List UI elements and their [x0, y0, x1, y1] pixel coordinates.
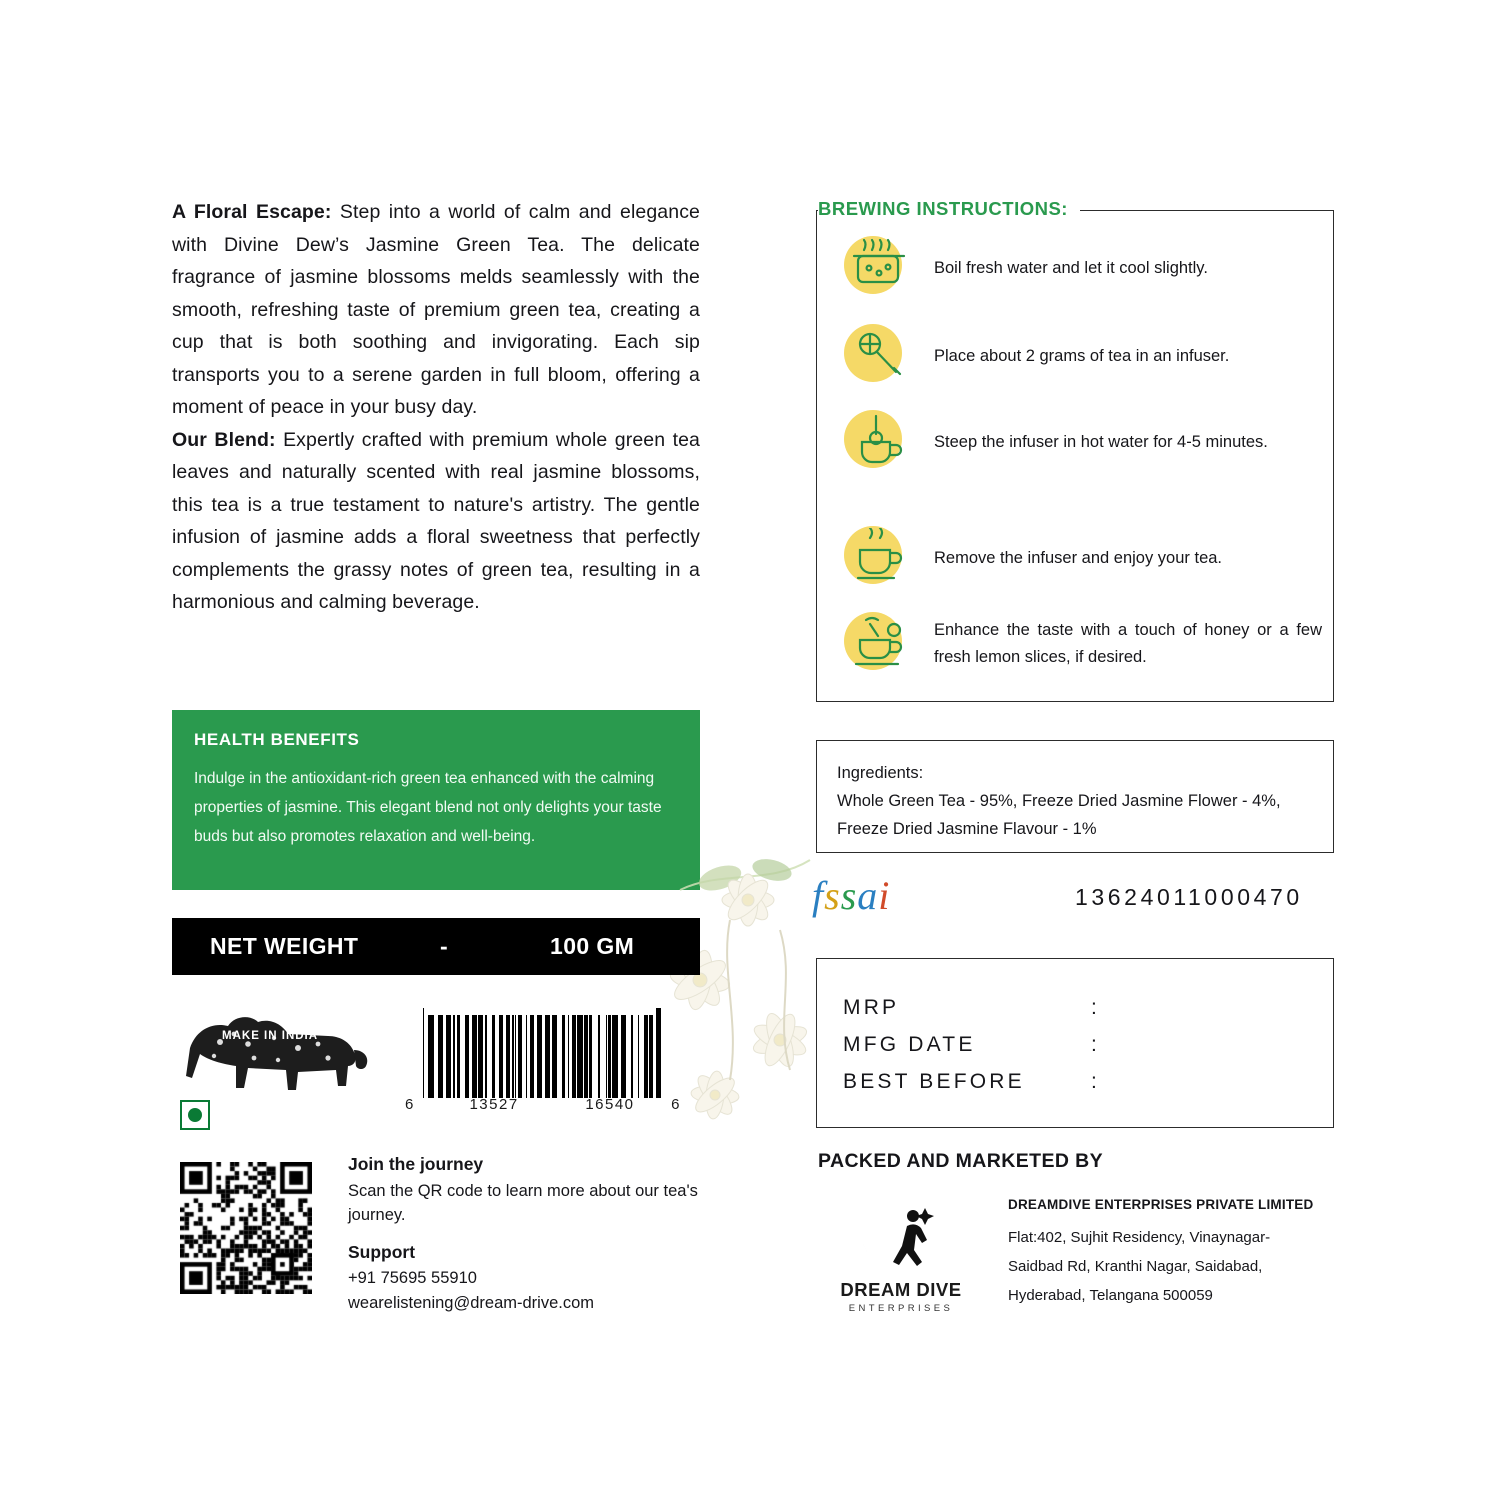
- make-in-india-text: MAKE IN INDIA: [222, 1030, 319, 1042]
- brew-step-3-text: Steep the infuser in hot water for 4-5 minutes.: [934, 432, 1268, 451]
- vegetarian-mark-icon: [180, 1100, 210, 1130]
- barcode-group-2: 16540: [585, 1096, 635, 1113]
- mfg-date-colon: :: [1091, 1033, 1101, 1056]
- brew-step-1-text: Boil fresh water and let it cool slightly.: [934, 258, 1208, 277]
- ingredients-box: [816, 740, 1334, 853]
- journey-text: Scan the QR code to learn more about our tea's journey.: [348, 1181, 698, 1224]
- address-line-1: Flat:402, Sujhit Residency, Vinaynagar-: [1008, 1229, 1271, 1246]
- mrp-details-box: [816, 958, 1334, 1128]
- honey-lemon-glyph: [850, 614, 908, 672]
- fssai-logo: [812, 872, 932, 924]
- brewing-instructions-title: BREWING INSTRUCTIONS:: [818, 198, 1080, 220]
- our-blend-paragraph: [172, 424, 700, 619]
- address-line-2: Saidbad Rd, Kranthi Nagar, Saidabad,: [1008, 1258, 1263, 1275]
- kettle-icon: [840, 232, 912, 304]
- support-phone[interactable]: +91 75695 55910: [348, 1269, 477, 1287]
- cup-infuser-icon: [840, 406, 912, 478]
- product-description: [172, 196, 700, 619]
- kettle-glyph: [850, 238, 908, 296]
- mrp-label: MRP: [843, 996, 900, 1019]
- diver-moon-icon: [841, 1200, 961, 1270]
- brew-step-1: [840, 232, 1322, 304]
- floral-escape-paragraph: [172, 196, 700, 424]
- mrp-colon: :: [1091, 996, 1101, 1019]
- our-blend-label: Our Blend:: [172, 428, 276, 451]
- lion-icon: [178, 1000, 374, 1108]
- brew-step-4: [840, 522, 1322, 594]
- journey-contact-block: [348, 1152, 708, 1315]
- barcode-right-digit: 6: [671, 1096, 681, 1113]
- brew-step-4-text: Remove the infuser and enjoy your tea.: [934, 548, 1223, 567]
- cup-infuser-glyph: [850, 412, 908, 470]
- mrp-row: [843, 989, 1333, 1026]
- qr-code[interactable]: [180, 1162, 312, 1294]
- brew-step-5: [840, 608, 1322, 680]
- vegetarian-dot: [188, 1108, 202, 1122]
- brew-step-2-text: Place about 2 grams of tea in an infuser.: [934, 346, 1230, 365]
- spoon-icon: [840, 320, 912, 392]
- ingredients-text: Whole Green Tea - 95%, Freeze Dried Jasmine Flower - 4%, Freeze Dried Jasmine Flavour - 1%: [837, 792, 1281, 838]
- brew-step-3: [840, 406, 1322, 478]
- packed-and-marketed-title: PACKED AND MARKETED BY: [818, 1150, 1104, 1172]
- brand-subtitle: ENTERPRISES: [848, 1303, 954, 1314]
- hot-cup-glyph: [850, 528, 908, 586]
- floral-escape-label: A Floral Escape:: [172, 201, 332, 223]
- dream-dive-logo: [826, 1200, 976, 1314]
- net-weight-bar: [172, 918, 700, 975]
- best-before-row: [843, 1063, 1333, 1100]
- health-benefits-box: [172, 710, 700, 890]
- net-weight-label: NET WEIGHT: [210, 933, 359, 959]
- barcode-group-1: 13527: [469, 1096, 519, 1113]
- qr-code-canvas[interactable]: [180, 1162, 312, 1294]
- company-name: DREAMDIVE ENTERPRISES PRIVATE LIMITED: [1008, 1197, 1314, 1212]
- barcode-left-digit: 6: [405, 1096, 415, 1113]
- barcode: [403, 1008, 683, 1128]
- barcode-bars: [423, 1008, 663, 1098]
- our-blend-text: Expertly crafted with premium whole green tea leaves and naturally scented with real jasmine blossoms, this tea is a true testament to nature's artistry. The gentle infusion of jasmine adds a floral sweetness that perfectly complements the grassy notes of green tea, resulting in a harmonious and calming beverage.: [172, 428, 700, 613]
- honey-lemon-icon: [840, 608, 912, 680]
- description-paragraphs: [172, 196, 700, 619]
- net-weight-dash: -: [440, 933, 449, 959]
- make-in-india-lion: [178, 1000, 374, 1108]
- infuser-spoon-glyph: [850, 326, 908, 384]
- net-weight-value: 100 GM: [550, 933, 635, 959]
- support-title: Support: [348, 1241, 416, 1262]
- mfg-date-row: [843, 1026, 1333, 1063]
- best-before-colon: :: [1091, 1070, 1101, 1093]
- support-email[interactable]: wearelistening@dream-drive.com: [348, 1293, 595, 1312]
- brew-step-5-text: Enhance the taste with a touch of honey or a few fresh lemon slices, if desired.: [934, 621, 1322, 666]
- fssai-logo-text: fssai: [812, 873, 891, 918]
- health-benefits-title: HEALTH BENEFITS: [194, 730, 360, 749]
- mfg-date-label: MFG DATE: [843, 1033, 976, 1056]
- floral-escape-text: Step into a world of calm and elegance with Divine Dew’s Jasmine Green Tea. The delicate fragrance of jasmine blossoms melds seamlessly with the smooth, refreshing taste of premium green tea, creating a cup that is both soothing and invigorating. Each sip transports you to a serene garden in full bloom, offering a moment of peace in your busy day.: [172, 201, 700, 418]
- barcode-digits: [403, 1096, 683, 1113]
- best-before-label: BEST BEFORE: [843, 1070, 1025, 1093]
- company-address: [1008, 1190, 1338, 1310]
- health-benefits-text: Indulge in the antioxidant-rich green tea enhanced with the calming properties of jasmine. This elegant blend not only delights your taste buds but also promotes relaxation and well-being.: [194, 770, 662, 845]
- brand-name: DREAM DIVE: [840, 1279, 962, 1300]
- fssai-license-number: 13624011000470: [1075, 884, 1303, 910]
- brew-step-2: [840, 320, 1322, 392]
- journey-title: Join the journey: [348, 1154, 484, 1174]
- hot-cup-icon: [840, 522, 912, 594]
- ingredients-heading: Ingredients:: [837, 764, 924, 782]
- address-line-3: Hyderabad, Telangana 500059: [1008, 1287, 1213, 1304]
